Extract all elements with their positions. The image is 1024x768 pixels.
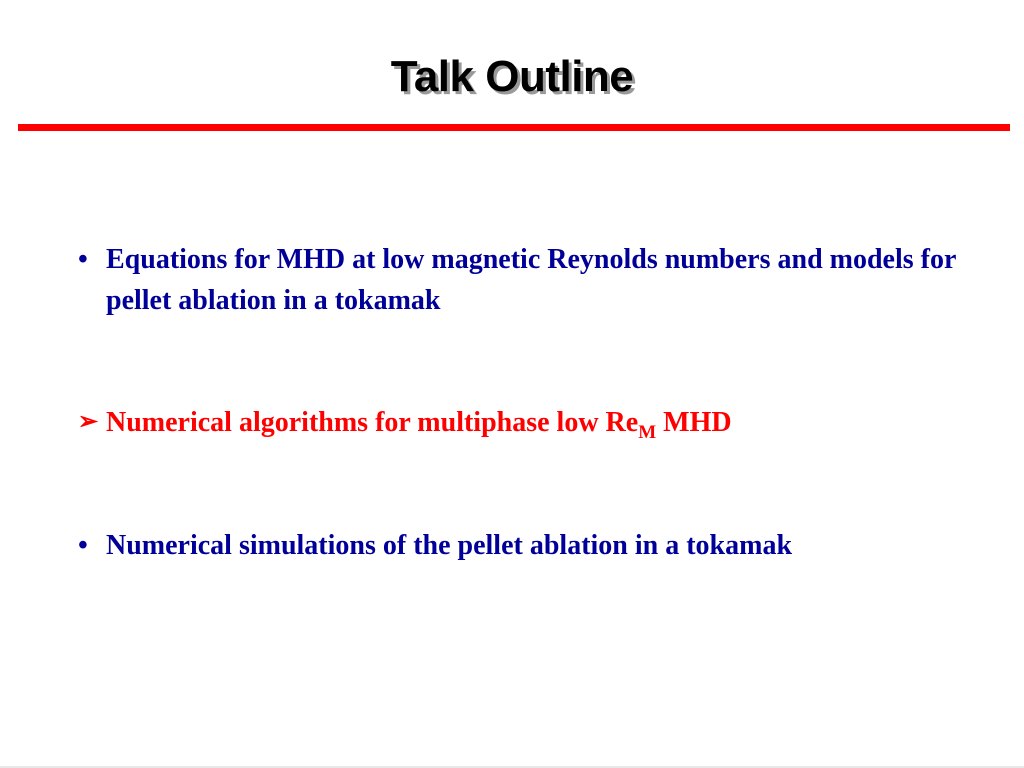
bullet-icon: • bbox=[78, 530, 88, 561]
arrow-bullet-icon: ➢ bbox=[78, 409, 99, 435]
outline-item-algorithms-current bbox=[78, 402, 978, 443]
outline-item-simulations bbox=[78, 525, 978, 566]
outline-item-text: Numerical simulations of the pellet ablation in a tokamak bbox=[106, 530, 793, 561]
title-underline-rule bbox=[18, 124, 1010, 131]
outline-item-equations bbox=[78, 239, 978, 321]
outline-item-text-suffix: MHD bbox=[656, 407, 732, 438]
bullet-icon: • bbox=[78, 244, 88, 275]
outline-item-text: Equations for MHD at low magnetic Reynolds numbers and models for pellet ablation in a tokamak bbox=[106, 244, 956, 316]
reynolds-subscript: M bbox=[638, 422, 657, 443]
outline-item-text bbox=[106, 402, 978, 443]
outline-item-text-main: Numerical algorithms for multiphase low Re bbox=[106, 407, 639, 438]
slide-title: Talk Outline bbox=[390, 52, 634, 101]
